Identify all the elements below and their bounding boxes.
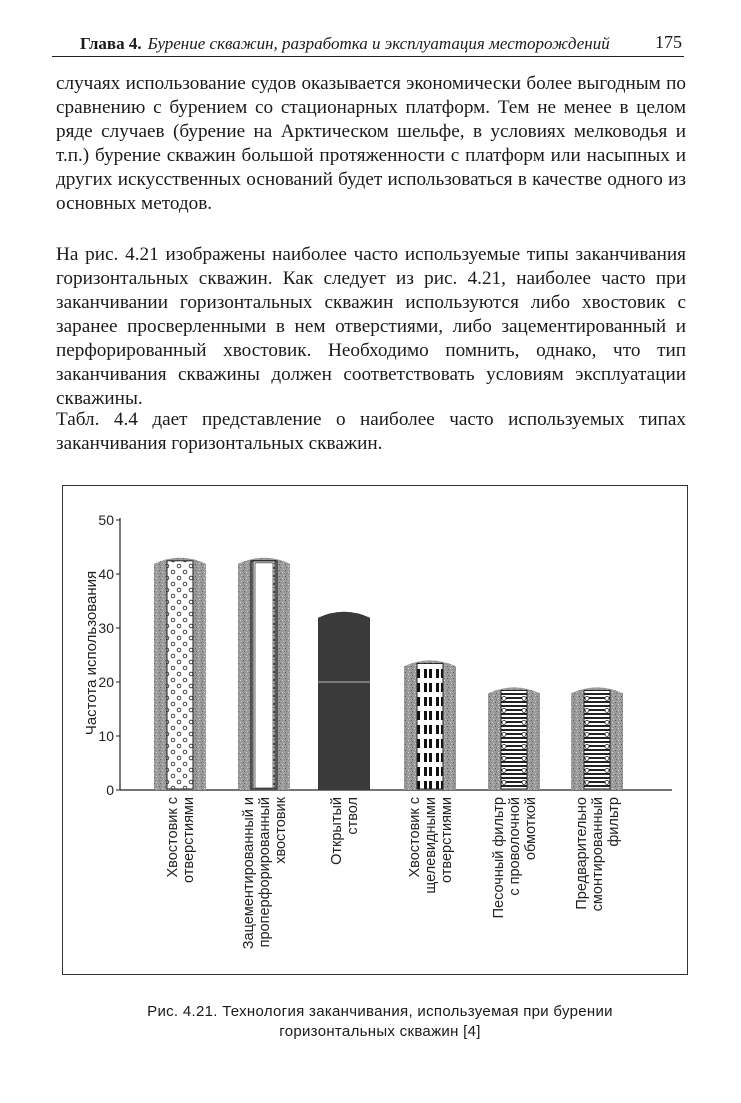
bar-liner (501, 690, 527, 789)
bar-rib (522, 780, 526, 784)
caption-line-2: горизонтальных скважин [4] (279, 1023, 481, 1040)
x-tick-label: Хвостовик с (165, 797, 181, 878)
bar-1 (154, 558, 206, 790)
body-paragraph-1: случаях использование судов оказывается экономически более выгодным по сравнению с бурением со стационарных платформ. Тем не менее в целом ряде случаев (бурение на Арктическом шельфе, в условиях мелководья и т.п.) бурение скважин большой протяженности с платформ или насыпных и других искусственных оснований будет использоваться в качестве одного из основных методов. (56, 73, 686, 214)
chapter-number: Глава 4. (80, 34, 142, 53)
x-axis-labels (165, 796, 622, 949)
bar-rib (585, 708, 589, 712)
bar-4 (404, 660, 456, 790)
bar-rib (585, 768, 589, 772)
bar-rib (502, 720, 506, 724)
y-tick-label: 0 (106, 782, 114, 798)
bar-rib (502, 780, 506, 784)
bar-6 (571, 687, 623, 790)
page-number: 175 (655, 32, 682, 52)
x-tick-label: отверстиями (439, 797, 455, 883)
bar-rib (522, 720, 526, 724)
bar-rib (502, 744, 506, 748)
bar-rib (522, 696, 526, 700)
bar-rib (522, 756, 526, 760)
bar-rib (605, 756, 609, 760)
completion-frequency-chart (62, 485, 688, 975)
bar-rib (605, 696, 609, 700)
bar-rib (502, 708, 506, 712)
x-tick-label: обмоткой (523, 797, 539, 861)
bar-rib (605, 780, 609, 784)
running-header (52, 30, 684, 57)
bar-liner (584, 690, 610, 789)
x-tick-label: Открытый (329, 797, 345, 865)
bar-liner (417, 663, 443, 789)
x-tick-label: Песочный фильтр (491, 797, 507, 919)
x-tick-label: Зацементированный и (241, 797, 257, 950)
running-title: Бурение скважин, разработка и эксплуатация месторождений (147, 34, 610, 53)
bar-rib (522, 732, 526, 736)
bar-rib (605, 720, 609, 724)
bar-2 (238, 558, 290, 790)
y-axis-label: Частота использования (83, 570, 100, 736)
bar-rib (522, 768, 526, 772)
bars (154, 558, 623, 790)
body-paragraph-3: Табл. 4.4 дает представление о наиболее часто используемых типах заканчивания горизонтальных скважин. (56, 409, 686, 454)
bar-rib (585, 780, 589, 784)
bar-rib (502, 732, 506, 736)
x-tick-label: хвостовик (273, 797, 289, 864)
bar-rib (605, 732, 609, 736)
bar-rib (585, 756, 589, 760)
bar-rib (522, 744, 526, 748)
x-tick-label: проперфорированный (257, 797, 273, 948)
figure-caption (60, 1002, 700, 1042)
bar-rib (585, 696, 589, 700)
y-tick-label: 30 (98, 620, 114, 636)
chapter-title (80, 34, 610, 54)
x-tick-label: ствол (345, 797, 361, 835)
y-tick-label: 10 (98, 728, 114, 744)
x-tick-label: смонтированный (590, 797, 606, 912)
bar-rib (585, 732, 589, 736)
bar-rib (585, 720, 589, 724)
x-tick-label: с проволочной (507, 797, 523, 896)
x-tick-label: фильтр (606, 797, 622, 847)
bar-rib (522, 708, 526, 712)
bar-liner (167, 561, 193, 789)
y-tick-label: 20 (98, 674, 114, 690)
caption-line-1: Рис. 4.21. Технология заканчивания, используемая при бурении (147, 1003, 613, 1020)
x-tick-label: отверстиями (181, 797, 197, 883)
bar-rib (502, 768, 506, 772)
bar-rib (605, 744, 609, 748)
bar-formation (318, 612, 370, 790)
bar-bore (255, 563, 273, 788)
x-tick-label: Предварительно (574, 797, 590, 910)
body-paragraph-2: На рис. 4.21 изображены наиболее часто используемые типы заканчивания горизонтальных скважин. Как следует из рис. 4.21, наиболее часто при заканчивании горизонтальных скважин используются либо хвостовик с заранее просверленными в нем отверстиями, либо зацементированный и перфорированный хвостовик. Необходимо помнить, однако, что тип заканчивания скважины должен соответствовать условиям эксплуатации скважины. (56, 244, 686, 409)
x-tick-label: щелевидными (423, 797, 439, 894)
bar-5 (488, 687, 540, 790)
bar-rib (502, 756, 506, 760)
bar-rib (605, 708, 609, 712)
x-tick-label: Хвостовик с (407, 797, 423, 878)
bar-3 (318, 612, 370, 790)
y-tick-label: 40 (98, 566, 114, 582)
bar-rib (605, 768, 609, 772)
bar-rib (502, 696, 506, 700)
bar-rib (585, 744, 589, 748)
y-tick-label: 50 (98, 512, 114, 528)
